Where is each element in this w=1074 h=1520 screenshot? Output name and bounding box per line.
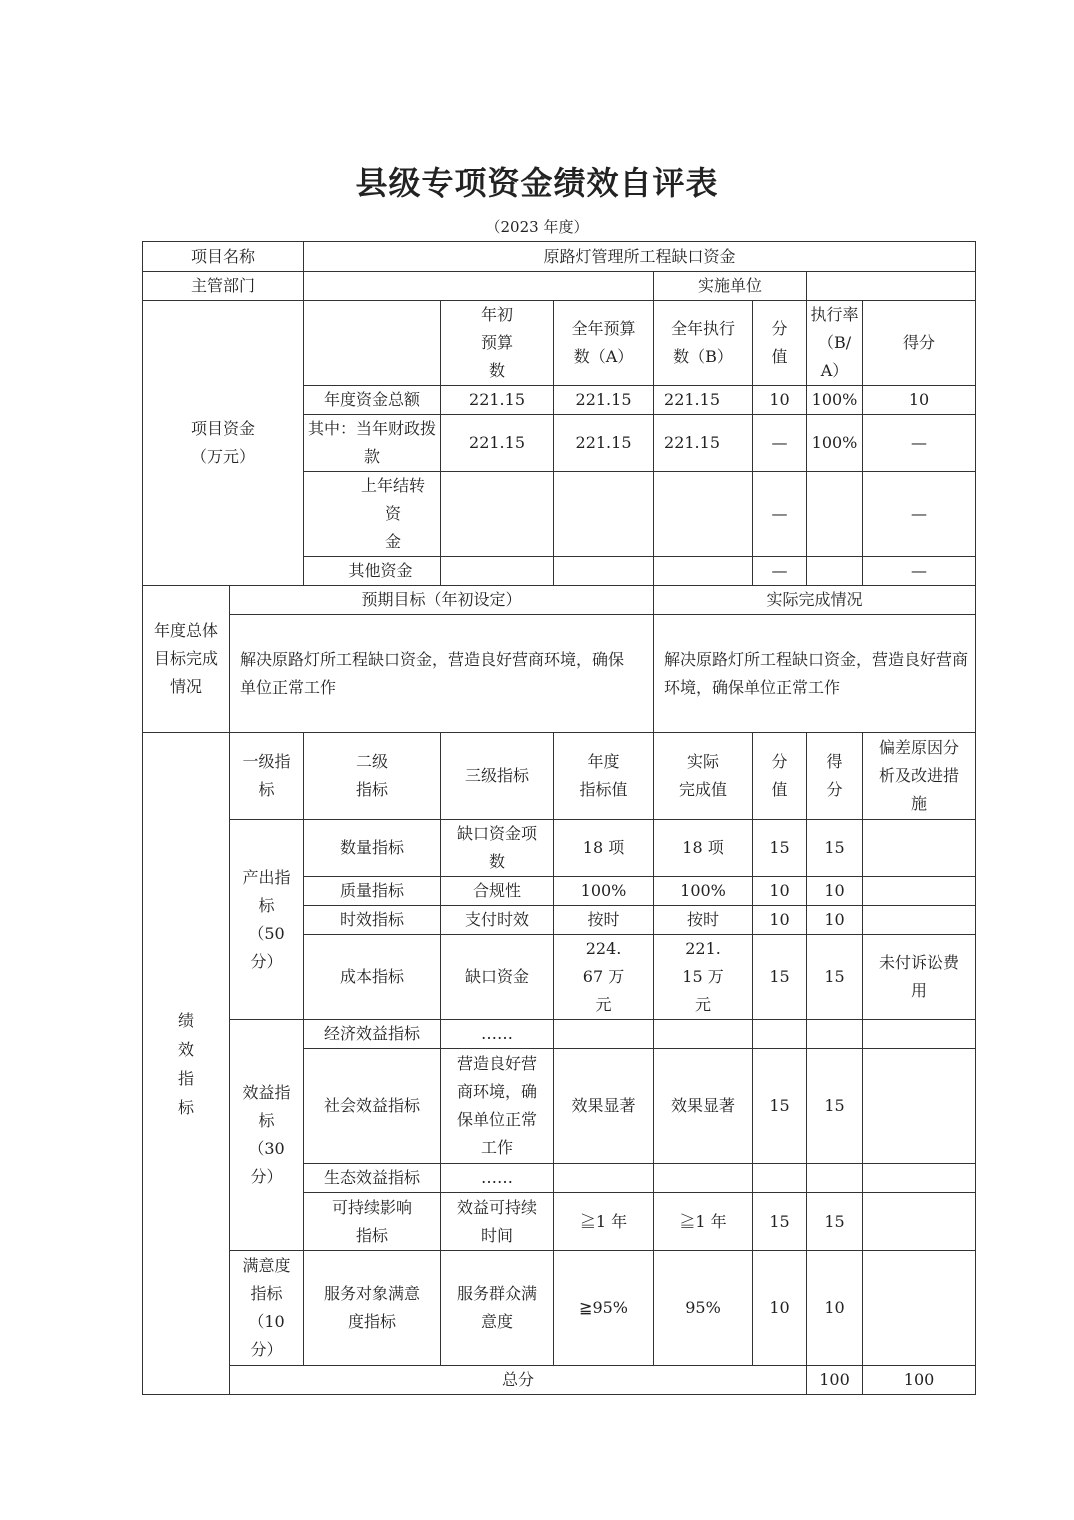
funds-row-exec [654, 557, 753, 586]
perf-l3: 缺口资金项 数 [441, 820, 554, 877]
funds-row-rate [807, 472, 863, 557]
funds-row-name: 其中：当年财政拨款 [304, 415, 441, 472]
funds-header-exec: 全年执行 数（B） [654, 301, 753, 386]
perf-l2: 服务对象满意 度指标 [304, 1251, 441, 1366]
perf-group-label: 满意度 指标 （10 分） [230, 1251, 304, 1366]
perf-reason [863, 906, 976, 935]
funds-row-score: — [863, 557, 976, 586]
perf-reason [863, 1020, 976, 1049]
dept-value [304, 272, 654, 301]
funds-row-weight: — [753, 415, 807, 472]
perf-actual: 100% [654, 877, 753, 906]
perf-reason [863, 877, 976, 906]
funds-row-weight: — [753, 472, 807, 557]
funds-row-name: 其他资金 [304, 557, 441, 586]
perf-score [807, 1020, 863, 1049]
perf-group-label: 产出指 标 （50 分） [230, 820, 304, 1020]
perf-reason [863, 1193, 976, 1251]
funds-row-budget: 221.15 [554, 415, 654, 472]
perf-score: 15 [807, 935, 863, 1020]
funds-row-name: 年度资金总额 [304, 386, 441, 415]
document-year: （2023 年度） [485, 218, 589, 236]
perf-score: 15 [807, 820, 863, 877]
goal-expected-label: 预期目标（年初设定） [230, 586, 654, 615]
perf-target: 100% [554, 877, 654, 906]
perf-actual: 效果显著 [654, 1049, 753, 1164]
funds-row-initial [441, 472, 554, 557]
perf-weight: 10 [753, 1251, 807, 1366]
funds-row-budget [554, 557, 654, 586]
unit-label: 实施单位 [654, 272, 807, 301]
dept-label: 主管部门 [143, 272, 304, 301]
perf-weight: 10 [753, 906, 807, 935]
project-name-value: 原路灯管理所工程缺口资金 [304, 242, 976, 272]
perf-target [554, 1164, 654, 1193]
funds-row-initial: 221.15 [441, 415, 554, 472]
perf-score: 15 [807, 1193, 863, 1251]
perf-weight [753, 1020, 807, 1049]
perf-weight: 10 [753, 877, 807, 906]
funds-row-initial [441, 557, 554, 586]
perf-actual: 221. 15 万 元 [654, 935, 753, 1020]
perf-header-score: 得 分 [807, 733, 863, 820]
perf-l2: 时效指标 [304, 906, 441, 935]
funds-header-score: 得分 [863, 301, 976, 386]
total-weight: 100 [807, 1366, 863, 1395]
goal-label: 年度总体 目标完成 情况 [143, 586, 230, 733]
perf-target: 224. 67 万 元 [554, 935, 654, 1020]
perf-actual [654, 1164, 753, 1193]
goal-actual-text: 解决原路灯所工程缺口资金，营造良好营商环境，确保单位正常工作 [654, 615, 976, 733]
funds-row-initial: 221.15 [441, 386, 554, 415]
perf-header-l3: 三级指标 [441, 733, 554, 820]
perf-header-l1: 一级指 标 [230, 733, 304, 820]
perf-reason: 未付诉讼费 用 [863, 935, 976, 1020]
goal-expected-text: 解决原路灯所工程缺口资金，营造良好营商环境，确保单位正常工作 [230, 615, 654, 733]
perf-target: 18 项 [554, 820, 654, 877]
perf-reason [863, 1049, 976, 1164]
perf-l2: 质量指标 [304, 877, 441, 906]
perf-weight: 15 [753, 1193, 807, 1251]
perf-header-reason: 偏差原因分 析及改进措 施 [863, 733, 976, 820]
perf-l2: 经济效益指标 [304, 1020, 441, 1049]
perf-l2: 生态效益指标 [304, 1164, 441, 1193]
perf-target: ≧95% [554, 1251, 654, 1366]
perf-reason [863, 820, 976, 877]
funds-row-weight: — [753, 557, 807, 586]
perf-target: ≧1 年 [554, 1193, 654, 1251]
funds-row-budget [554, 472, 654, 557]
funds-row-budget: 221.15 [554, 386, 654, 415]
perf-l2: 社会效益指标 [304, 1049, 441, 1164]
funds-row-name: 上年结转资 金 [304, 472, 441, 557]
funds-row-rate: 100% [807, 415, 863, 472]
perf-l3: 支付时效 [441, 906, 554, 935]
perf-l3: 效益可持续 时间 [441, 1193, 554, 1251]
perf-target: 效果显著 [554, 1049, 654, 1164]
perf-score: 10 [807, 1251, 863, 1366]
total-label: 总分 [230, 1366, 807, 1395]
perf-header-target: 年度 指标值 [554, 733, 654, 820]
perf-actual: 18 项 [654, 820, 753, 877]
funds-row-score: — [863, 415, 976, 472]
funds-label [143, 301, 304, 586]
funds-row-score: — [863, 472, 976, 557]
perf-group-label: 效益指 标 （30 分） [230, 1020, 304, 1251]
funds-row-rate [807, 557, 863, 586]
project-name-label: 项目名称 [143, 242, 304, 272]
perf-l3: …… [441, 1164, 554, 1193]
funds-row-exec [654, 472, 753, 557]
perf-score: 10 [807, 906, 863, 935]
perf-score: 15 [807, 1049, 863, 1164]
total-score: 100 [863, 1366, 976, 1395]
funds-row-score: 10 [863, 386, 976, 415]
perf-l3: 缺口资金 [441, 935, 554, 1020]
perf-l3: …… [441, 1020, 554, 1049]
perf-l2: 数量指标 [304, 820, 441, 877]
perf-actual: ≧1 年 [654, 1193, 753, 1251]
perf-label [143, 733, 230, 1395]
perf-actual: 按时 [654, 906, 753, 935]
funds-row-weight: 10 [753, 386, 807, 415]
perf-target [554, 1020, 654, 1049]
perf-reason [863, 1164, 976, 1193]
perf-label-text: 绩 效 指 标 [177, 1010, 194, 1117]
perf-target: 按时 [554, 906, 654, 935]
perf-l2: 可持续影响 指标 [304, 1193, 441, 1251]
perf-weight: 15 [753, 1049, 807, 1164]
unit-value [807, 272, 976, 301]
document-title: 县级专项资金绩效自评表 [355, 164, 719, 202]
perf-reason [863, 1251, 976, 1366]
perf-l2: 成本指标 [304, 935, 441, 1020]
funds-label-text: 项目资金 （万元） [191, 419, 256, 466]
perf-score: 10 [807, 877, 863, 906]
perf-header-actual: 实际 完成值 [654, 733, 753, 820]
perf-weight [753, 1164, 807, 1193]
evaluation-table [142, 241, 976, 1395]
perf-actual [654, 1020, 753, 1049]
perf-actual: 95% [654, 1251, 753, 1366]
funds-row-exec: 221.15 [654, 386, 753, 415]
perf-l3: 合规性 [441, 877, 554, 906]
goal-actual-label: 实际完成情况 [654, 586, 976, 615]
perf-l3: 营造良好营 商环境，确 保单位正常 工作 [441, 1049, 554, 1164]
funds-header-weight: 分 值 [753, 301, 807, 386]
funds-header-initial: 年初 预算 数 [441, 301, 554, 386]
funds-header-blank [304, 301, 441, 386]
perf-score [807, 1164, 863, 1193]
funds-header-budget: 全年预算 数（A） [554, 301, 654, 386]
perf-weight: 15 [753, 935, 807, 1020]
funds-header-rate: 执行率 （B/ A） [807, 301, 863, 386]
perf-l3: 服务群众满 意度 [441, 1251, 554, 1366]
perf-header-weight: 分 值 [753, 733, 807, 820]
perf-header-l2: 二级 指标 [304, 733, 441, 820]
funds-row-exec: 221.15 [654, 415, 753, 472]
funds-row-rate: 100% [807, 386, 863, 415]
perf-weight: 15 [753, 820, 807, 877]
